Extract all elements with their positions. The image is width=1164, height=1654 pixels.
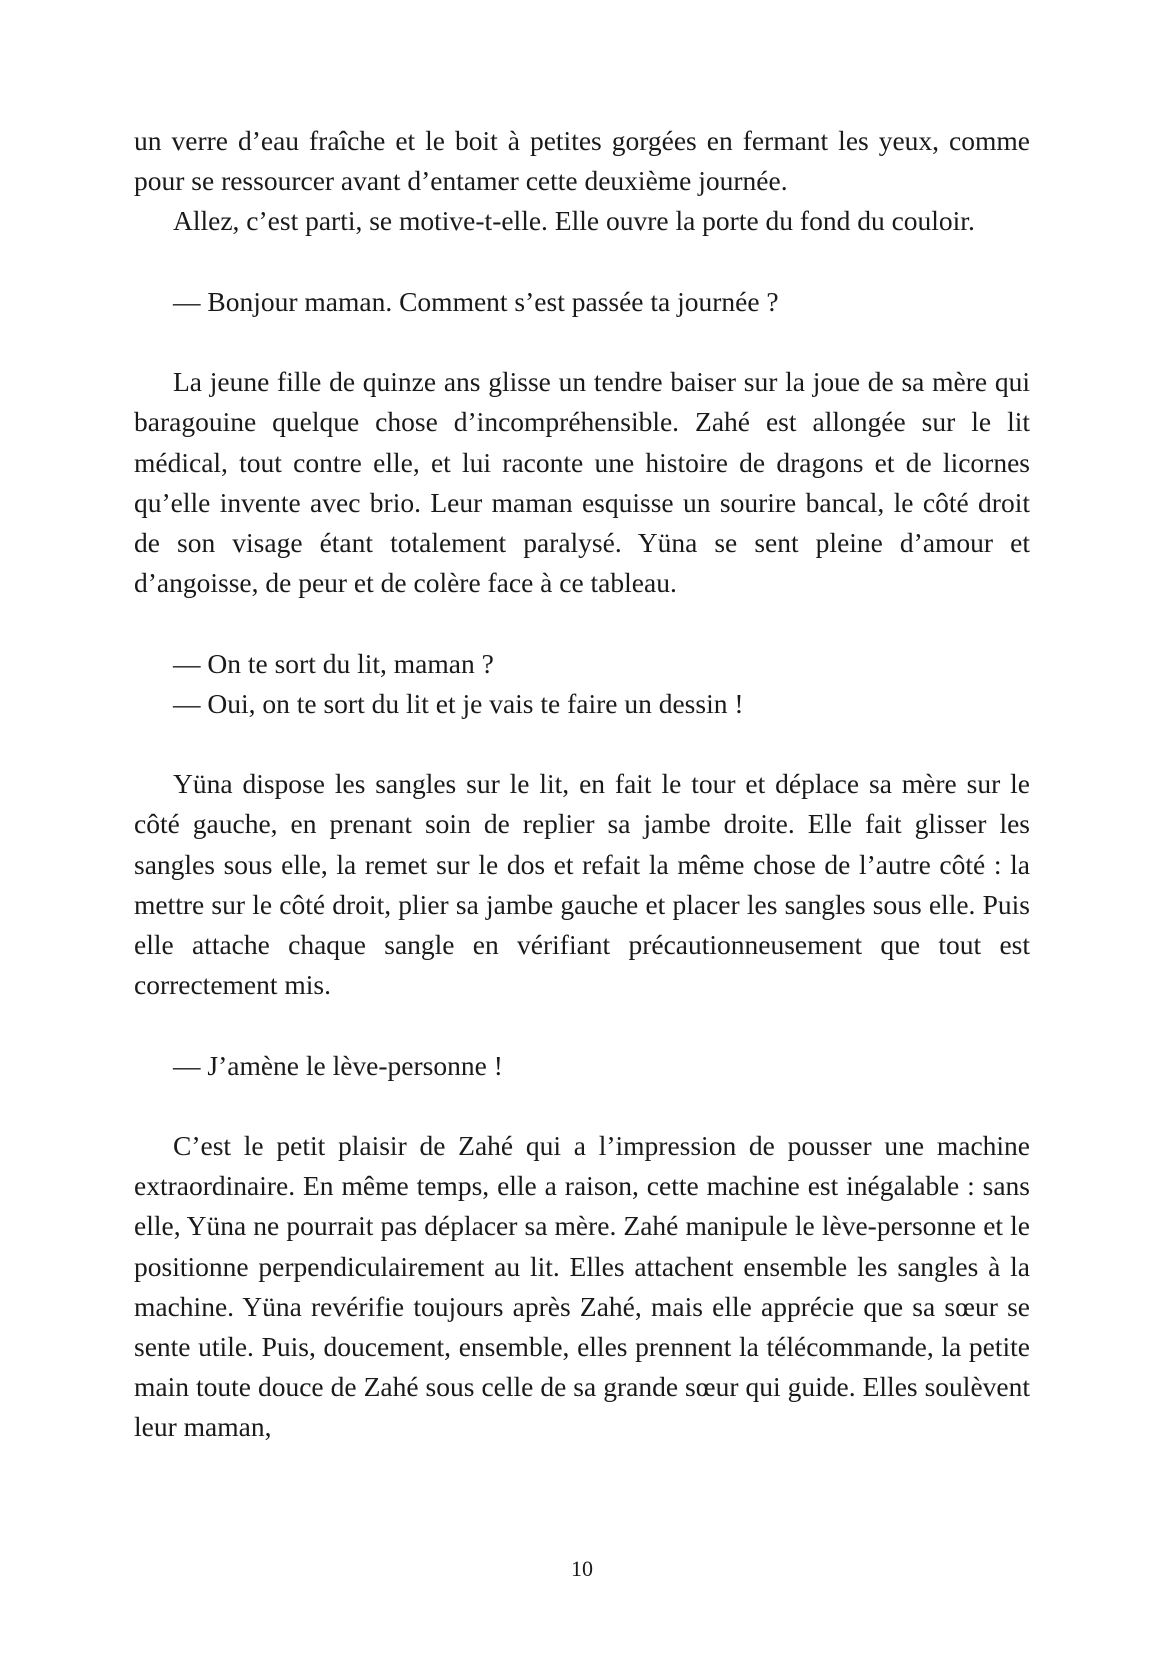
spacer bbox=[134, 724, 1030, 764]
paragraph: La jeune fille de quinze ans glisse un tendre baiser sur la joue de sa mère qui baragouine quelque chose d’incompréhensible. Zahé est allongée sur le lit médical, tout contre elle, et lui raconte une histoire de dragons et de licornes qu’elle invente avec brio. Leur maman esquisse un sourire bancal, le côté droit de son visage étant totalement paralysé. Yüna se sent pleine d’amour et d’angoisse, de peur et de colère face à ce tableau. bbox=[134, 366, 1030, 599]
page-body bbox=[134, 121, 1030, 1448]
paragraph-continued: un verre d’eau fraîche et le boit à petites gorgées en fermant les yeux, comme pour se ressourcer avant d’entamer cette deuxième journée. bbox=[134, 125, 1030, 197]
paragraph: Yüna dispose les sangles sur le lit, en fait le tour et déplace sa mère sur le côté gauche, en prenant soin de replier sa jambe droite. Elle fait glisser les sangles sous elle, la remet sur le dos et refait la même chose de l’autre côté : la mettre sur le côté droit, plier sa jambe gauche et placer les sangles sous elle. Puis elle attache chaque sangle en vérifiant précautionneusement que tout est correctement mis. bbox=[134, 768, 1030, 1001]
dialogue-line: — J’amène le lève-personne ! bbox=[173, 1049, 503, 1081]
page-number: 10 bbox=[571, 1556, 593, 1581]
paragraph: C’est le petit plaisir de Zahé qui a l’impression de pousser une machine extraordinaire. En même temps, elle a raison, cette machine est inégalable : sans elle, Yüna ne pourrait pas déplacer sa mère. Zahé manipule le lève-personne et le positionne perpendiculairement au lit. Elles attachent ensemble les sangles à la machine. Yüna revérifie toujours après Zahé, mais elle apprécie que sa sœur se sente utile. Puis, doucement, ensemble, elles prennent la télécommande, la petite main toute douce de Zahé sous celle de sa grande sœur qui guide. Elles soulèvent leur maman, bbox=[134, 1129, 1030, 1443]
spacer bbox=[134, 1005, 1030, 1045]
spacer bbox=[134, 603, 1030, 643]
spacer bbox=[134, 322, 1030, 362]
dialogue-line: — Bonjour maman. Comment s’est passée ta journée ? bbox=[173, 285, 779, 317]
dialogue-line: — Oui, on te sort du lit et je vais te faire un dessin ! bbox=[173, 687, 744, 719]
spacer bbox=[134, 242, 1030, 282]
spacer bbox=[134, 1086, 1030, 1126]
dialogue-line: — On te sort du lit, maman ? bbox=[173, 647, 494, 679]
paragraph: Allez, c’est parti, se motive-t-elle. Elle ouvre la porte du fond du couloir. bbox=[173, 205, 975, 237]
